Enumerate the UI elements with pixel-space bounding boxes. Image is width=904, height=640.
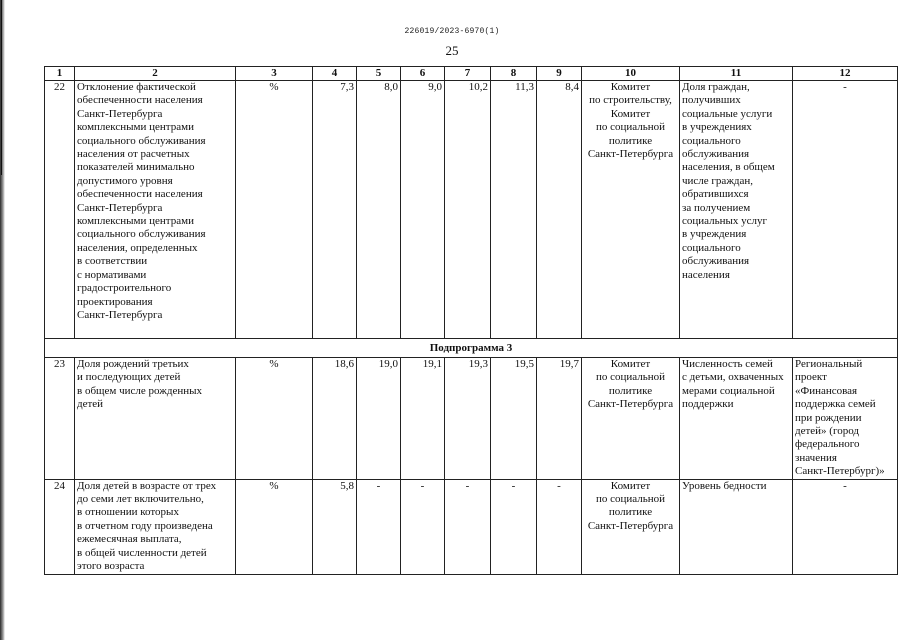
table-row	[45, 81, 898, 339]
value-col-4: 5,8	[313, 479, 357, 574]
related-indicator: Доля граждан, получивших социальные услуги в учреждениях социального обслуживания населения, в общем числе граждан, обратившихся за получением социальных услуг в учреждения социального обслуживания населения	[680, 81, 793, 339]
unit: %	[236, 358, 313, 480]
page-number: 25	[445, 43, 459, 58]
value-col-7: -	[445, 479, 491, 574]
header-col-12: 12	[793, 67, 898, 81]
section-title: Подпрограмма 3	[45, 339, 898, 358]
header-col-3: 3	[236, 67, 313, 81]
header-col-7: 7	[445, 67, 491, 81]
header-col-11: 11	[680, 67, 793, 81]
table-row	[45, 358, 898, 480]
header-col-6: 6	[401, 67, 445, 81]
row-number: 24	[45, 479, 75, 574]
related-indicator: Численность семей с детьми, охваченных мерами социальной поддержки	[680, 358, 793, 480]
document-id: 226019/2023-6970(1)	[404, 27, 500, 36]
value-col-4: 18,6	[313, 358, 357, 480]
header-row	[45, 67, 898, 81]
header-col-4: 4	[313, 67, 357, 81]
value-col-5: -	[357, 479, 401, 574]
value-col-5: 8,0	[357, 81, 401, 339]
unit: %	[236, 81, 313, 339]
header-col-9: 9	[537, 67, 582, 81]
value-col-6: 9,0	[401, 81, 445, 339]
section-row	[45, 339, 898, 358]
indicators-table	[44, 66, 898, 575]
value-col-8: 11,3	[491, 81, 537, 339]
responsible-executor: Комитет по строительству, Комитет по социальной политике Санкт-Петербурга	[582, 81, 680, 339]
indicator-name: Доля рождений третьих и последующих детей в общем числе рожденных детей	[75, 358, 236, 480]
value-col-9: 19,7	[537, 358, 582, 480]
row-number: 22	[45, 81, 75, 339]
value-col-6: -	[401, 479, 445, 574]
table-row	[45, 479, 898, 574]
indicator-name: Отклонение фактической обеспеченности населения Санкт-Петербурга комплексными центрами социального обслуживания населения от расчетных показателей минимально допустимого уровня обеспеченности населения Санкт-Петербурга комплексными центрами социального обслуживания населения, определенных в соответствии с нормативами градостроительного проектирования Санкт-Петербурга	[75, 81, 236, 339]
responsible-executor: Комитет по социальной политике Санкт-Петербурга	[582, 358, 680, 480]
header-col-10: 10	[582, 67, 680, 81]
value-col-8: -	[491, 479, 537, 574]
unit: %	[236, 479, 313, 574]
regional-project: Региональный проект «Финансовая поддержка семей при рождении детей» (город федерального значения Санкт-Петербург)»	[793, 358, 898, 480]
header-col-5: 5	[357, 67, 401, 81]
related-indicator: Уровень бедности	[680, 479, 793, 574]
value-col-6: 19,1	[401, 358, 445, 480]
row-number: 23	[45, 358, 75, 480]
value-col-9: -	[537, 479, 582, 574]
header-col-8: 8	[491, 67, 537, 81]
value-col-9: 8,4	[537, 81, 582, 339]
value-col-7: 19,3	[445, 358, 491, 480]
value-col-8: 19,5	[491, 358, 537, 480]
header-col-2: 2	[75, 67, 236, 81]
value-col-7: 10,2	[445, 81, 491, 339]
regional-project: -	[793, 81, 898, 339]
regional-project: -	[793, 479, 898, 574]
header-col-1: 1	[45, 67, 75, 81]
value-col-5: 19,0	[357, 358, 401, 480]
value-col-4: 7,3	[313, 81, 357, 339]
indicator-name: Доля детей в возрасте от трех до семи лет включительно, в отношении которых в отчетном году произведена ежемесячная выплата, в общей численности детей этого возраста	[75, 479, 236, 574]
responsible-executor: Комитет по социальной политике Санкт-Петербурга	[582, 479, 680, 574]
